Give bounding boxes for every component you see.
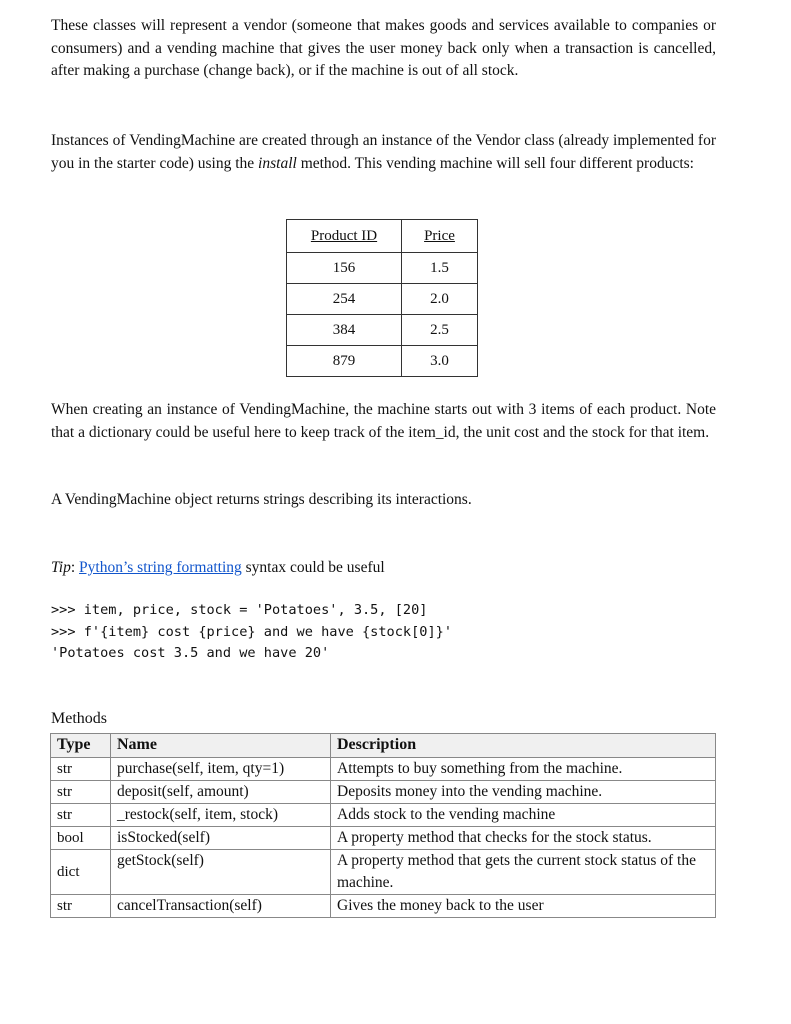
install-method-name: install — [258, 154, 297, 172]
product-id-cell: 384 — [287, 315, 402, 346]
table-row — [51, 781, 716, 804]
method-name: cancelTransaction(self) — [111, 895, 331, 918]
table-row — [51, 804, 716, 827]
header-price: Price — [402, 220, 478, 253]
method-name: deposit(self, amount) — [111, 781, 331, 804]
method-description: Adds stock to the vending machine — [331, 804, 716, 827]
method-description: Gives the money back to the user — [331, 895, 716, 918]
details-paragraph-1: When creating an instance of VendingMachine, the machine starts out with 3 items of each product. Note that a dictionary could be useful here to keep track of the item_id, the unit cost and the stock for that item. — [51, 401, 716, 441]
method-type: str — [51, 758, 111, 781]
table-row — [287, 346, 478, 377]
header-product-id: Product ID — [287, 220, 402, 253]
tip-line — [51, 557, 716, 580]
product-table — [286, 219, 478, 377]
details-paragraph-2: A VendingMachine object returns strings describing its interactions. — [51, 491, 472, 508]
method-type: str — [51, 781, 111, 804]
table-row — [287, 315, 478, 346]
method-type: bool — [51, 827, 111, 850]
methods-table-header — [51, 734, 716, 758]
code-line: >>> item, price, stock = 'Potatoes', 3.5, [20] — [51, 602, 428, 618]
price-cell: 2.0 — [402, 284, 478, 315]
table-row — [51, 895, 716, 918]
string-formatting-link[interactable]: Python’s string formatting — [79, 559, 242, 576]
code-line: >>> f'{item} cost {price} and we have {stock[0]}' — [51, 623, 453, 640]
tip-suffix: syntax could be useful — [241, 559, 385, 576]
product-id-cell: 879 — [287, 346, 402, 377]
header-description: Description — [331, 734, 716, 758]
price-cell: 1.5 — [402, 253, 478, 284]
method-name: getStock(self) — [111, 850, 331, 895]
product-id-cell: 254 — [287, 284, 402, 315]
intro-paragraph-2-end: method. This vending machine will sell four different products: — [296, 154, 694, 172]
method-description: Attempts to buy something from the machine. — [331, 758, 716, 781]
table-row — [287, 284, 478, 315]
method-type: str — [51, 804, 111, 827]
product-id-cell: 156 — [287, 253, 402, 284]
price-cell: 3.0 — [402, 346, 478, 377]
product-table-header — [287, 220, 478, 253]
table-row — [51, 850, 716, 895]
methods-table — [50, 733, 716, 918]
method-type: str — [51, 895, 111, 918]
table-row — [51, 758, 716, 781]
intro-paragraph-2-start: Instances of VendingMachine are created through an instance of the Vendor class (already implemented for you in the starter code) using the — [51, 132, 716, 172]
method-name: purchase(self, item, qty=1) — [111, 758, 331, 781]
table-row — [287, 253, 478, 284]
method-name: _restock(self, item, stock) — [111, 804, 331, 827]
method-description: A property method that gets the current stock status of the machine. — [331, 850, 716, 895]
intro-paragraph-2 — [51, 130, 716, 175]
method-name: isStocked(self) — [111, 827, 331, 850]
header-name: Name — [111, 734, 331, 758]
method-description: Deposits money into the vending machine. — [331, 781, 716, 804]
method-type: dict — [51, 850, 111, 895]
method-description: A property method that checks for the stock status. — [331, 827, 716, 850]
intro-paragraph-1: These classes will represent a vendor (someone that makes goods and services available to companies or consumers) and a vending machine that gives the user money back only when a transaction is cancelled, after making a purchase (change back), or if the machine is out of all stock. — [51, 17, 716, 79]
code-example — [51, 600, 452, 665]
price-cell: 2.5 — [402, 315, 478, 346]
methods-title: Methods — [51, 710, 107, 727]
table-row — [51, 827, 716, 850]
tip-label: Tip — [51, 559, 71, 576]
tip-colon: : — [70, 559, 80, 576]
code-line: 'Potatoes cost 3.5 and we have 20' — [51, 645, 330, 661]
header-type: Type — [51, 734, 111, 758]
